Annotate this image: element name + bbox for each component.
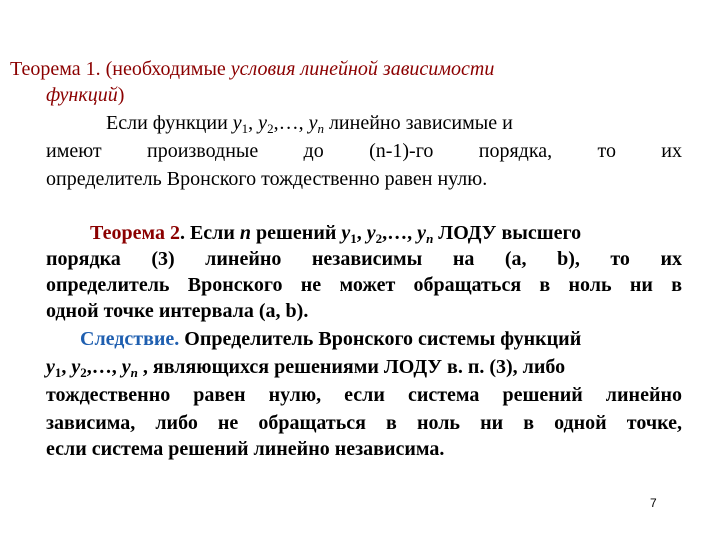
theorem1-heading-line1 [10,56,682,82]
theorem2-line2: порядка (3) линейно независимы на (a, b), то их [46,248,682,270]
theorem2-line1: Теорема 2. Если n решений $y_1$, $y_2,\dots$, $y_n$ ЛОДУ высшего [90,222,582,246]
n-symbol: n [239,222,252,244]
corollary-line3: тождественно равен нулю, если система решений линейно [46,384,682,406]
corollary-label: Следствие. [80,328,180,350]
theorem1-label: Теорема 1. [10,58,101,80]
page-number: 7 [650,496,657,510]
corollary-line5: если система решений линейно независима. [46,438,445,460]
theorem2-text-b: решений [251,222,342,244]
corollary-line2: $y_1$, $y_2,\dots$, $y_n$ , являющихся решениями ЛОДУ в. п. (3), либо [46,356,566,380]
theorem2-text-c: ЛОДУ высшего [433,222,582,244]
corollary-text-2: , являющихся решениями ЛОДУ в. п. (3), либо [137,356,566,378]
theorem1-title-italic-part1: условия линейной зависимости [230,58,495,80]
corollary-text-1: Определитель Вронского системы функций [179,328,582,350]
theorem1-text-a: Если функции [106,112,233,134]
y1: y [232,112,242,134]
theorem1-body-line2: имеют производные до (n-1)-го порядка, то их [46,140,682,162]
theorem1-title-italic-part2: функций [46,84,118,106]
theorem1-paren-close: ) [117,84,125,106]
theorem1-body-line3: определитель Вронского тождественно равен нулю. [46,168,488,190]
theorem1-body-line1: Если функции $y_1$, $y_2,\dots$, $y_n$ линейно зависимые и [106,112,513,136]
corollary-line1 [80,326,682,352]
theorem2-line3: определитель Вронского не может обращаться в ноль ни в [46,274,682,296]
theorem1-paren-open: (необходимые [105,58,231,80]
theorem2-line4: одной точке интервала (a, b). [46,300,309,322]
theorem1-heading-line2 [46,82,682,108]
theorem2-text-a: . Если [179,222,240,244]
corollary-line4: зависима, либо не обращаться в ноль ни в одной точке, [46,412,682,434]
theorem1-text-b: линейно зависимые и [323,112,513,134]
theorem2-label: Теорема 2 [90,222,180,244]
